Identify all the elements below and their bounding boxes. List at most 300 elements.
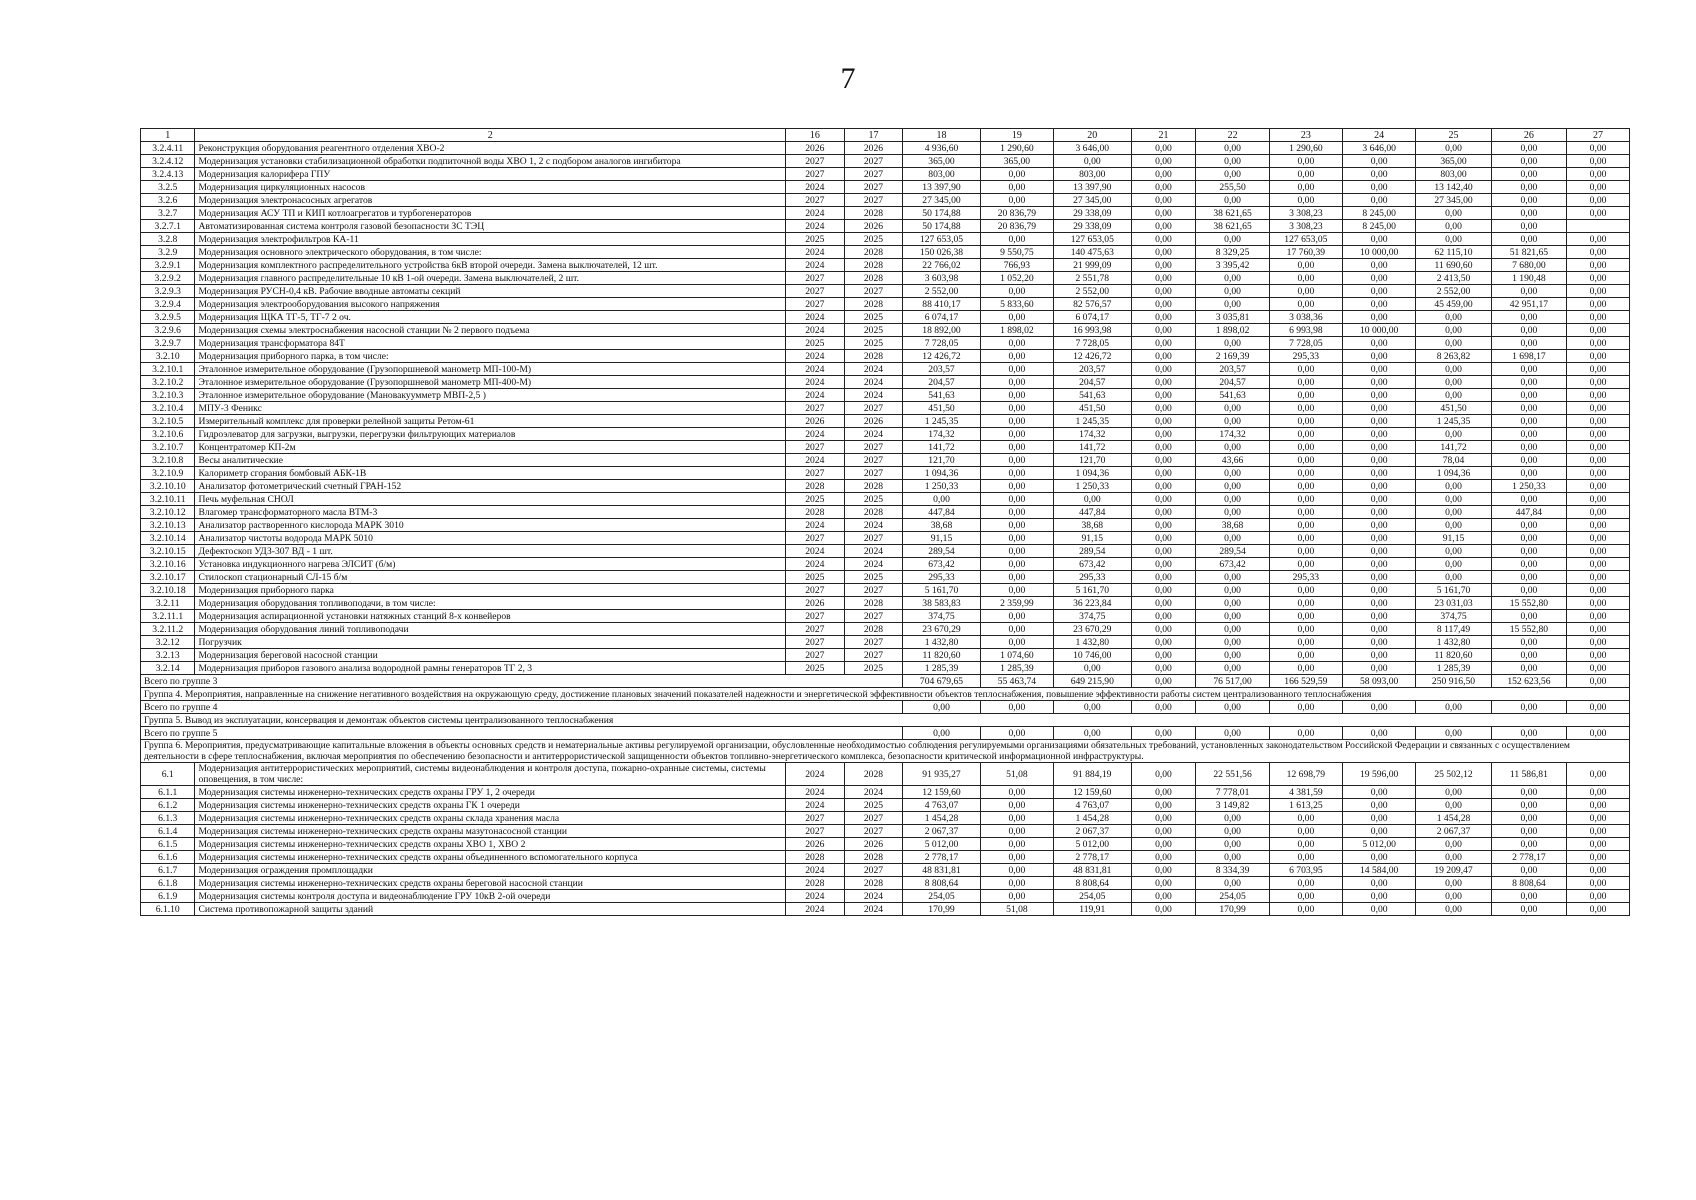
item-code-cell: 3.2.10.15 bbox=[141, 545, 195, 558]
value-cell: 0,00 bbox=[1343, 428, 1416, 441]
value-cell: 0,00 bbox=[1269, 838, 1342, 851]
value-cell: 0,00 bbox=[980, 506, 1053, 519]
value-cell: 0,00 bbox=[980, 584, 1053, 597]
value-cell: 0,00 bbox=[1343, 890, 1416, 903]
value-cell: 0,00 bbox=[1269, 480, 1342, 493]
value-cell: 0,00 bbox=[1491, 168, 1566, 181]
value-cell: 0,00 bbox=[1269, 376, 1342, 389]
value-cell: 2028 bbox=[786, 506, 845, 519]
value-cell: 0,00 bbox=[1491, 363, 1566, 376]
value-cell: 0,00 bbox=[1269, 194, 1342, 207]
total-value-cell: 0,00 bbox=[1567, 701, 1630, 714]
item-code-cell: 3.2.9 bbox=[141, 246, 195, 259]
value-cell: 0,00 bbox=[1416, 207, 1491, 220]
value-cell: 2028 bbox=[844, 480, 903, 493]
column-number-cell: 24 bbox=[1343, 129, 1416, 142]
value-cell: 0,00 bbox=[1491, 636, 1566, 649]
table-row bbox=[141, 851, 1630, 864]
item-name-cell: Эталонное измерительное оборудование (Грузопоршневой манометр МП-400-М) bbox=[195, 376, 786, 389]
value-cell: 4 381,59 bbox=[1269, 786, 1342, 799]
item-code-cell: 3.2.10.18 bbox=[141, 584, 195, 597]
value-cell: 8 808,64 bbox=[1491, 877, 1566, 890]
value-cell: 170,99 bbox=[1196, 903, 1269, 916]
value-cell: 0,00 bbox=[1269, 259, 1342, 272]
value-cell: 0,00 bbox=[1567, 864, 1630, 877]
item-name-cell: Модернизация приборного парка, в том числе: bbox=[195, 350, 786, 363]
value-cell: 673,42 bbox=[1196, 558, 1269, 571]
value-cell: 803,00 bbox=[1054, 168, 1131, 181]
item-code-cell: 3.2.10.11 bbox=[141, 493, 195, 506]
value-cell: 0,00 bbox=[980, 467, 1053, 480]
table-row bbox=[141, 649, 1630, 662]
value-cell: 5 161,70 bbox=[1416, 584, 1491, 597]
total-value-cell: 0,00 bbox=[1491, 727, 1566, 740]
item-name-cell: Модернизация оборудования топливоподачи, в том числе: bbox=[195, 597, 786, 610]
value-cell: 0,00 bbox=[1567, 194, 1630, 207]
value-cell: 0,00 bbox=[1343, 363, 1416, 376]
value-cell: 365,00 bbox=[1416, 155, 1491, 168]
value-cell: 2025 bbox=[786, 337, 845, 350]
value-cell: 0,00 bbox=[1491, 799, 1566, 812]
value-cell: 15 552,80 bbox=[1491, 623, 1566, 636]
value-cell: 1 094,36 bbox=[1054, 467, 1131, 480]
table-row bbox=[141, 825, 1630, 838]
item-name-cell: Модернизация основного электрического оборудования, в том числе: bbox=[195, 246, 786, 259]
value-cell: 78,04 bbox=[1416, 454, 1491, 467]
group-total-row bbox=[141, 701, 1630, 714]
value-cell: 0,00 bbox=[1416, 233, 1491, 246]
value-cell: 174,32 bbox=[903, 428, 980, 441]
item-code-cell: 3.2.10.10 bbox=[141, 480, 195, 493]
item-name-cell: Модернизация ЩКА ТГ-5, ТГ-7 2 оч. bbox=[195, 311, 786, 324]
value-cell: 2027 bbox=[786, 623, 845, 636]
value-cell: 12 426,72 bbox=[903, 350, 980, 363]
item-code-cell: 3.2.9.4 bbox=[141, 298, 195, 311]
value-cell: 121,70 bbox=[903, 454, 980, 467]
item-code-cell: 3.2.13 bbox=[141, 649, 195, 662]
table-row bbox=[141, 181, 1630, 194]
value-cell: 0,00 bbox=[1343, 532, 1416, 545]
value-cell: 2025 bbox=[844, 799, 903, 812]
value-cell: 1 250,33 bbox=[1491, 480, 1566, 493]
value-cell: 0,00 bbox=[1343, 272, 1416, 285]
value-cell: 0,00 bbox=[1131, 233, 1196, 246]
value-cell: 3 038,36 bbox=[1269, 311, 1342, 324]
value-cell: 0,00 bbox=[1567, 337, 1630, 350]
table-row bbox=[141, 168, 1630, 181]
value-cell: 9 550,75 bbox=[980, 246, 1053, 259]
value-cell: 0,00 bbox=[1491, 610, 1566, 623]
column-number-cell: 18 bbox=[903, 129, 980, 142]
value-cell: 2027 bbox=[786, 532, 845, 545]
value-cell: 13 397,90 bbox=[1054, 181, 1131, 194]
value-cell: 2027 bbox=[844, 584, 903, 597]
value-cell: 0,00 bbox=[1196, 851, 1269, 864]
column-number-cell: 17 bbox=[844, 129, 903, 142]
item-code-cell: 3.2.9.6 bbox=[141, 324, 195, 337]
column-number-cell: 26 bbox=[1491, 129, 1566, 142]
value-cell: 0,00 bbox=[980, 454, 1053, 467]
value-cell: 2 778,17 bbox=[903, 851, 980, 864]
value-cell: 0,00 bbox=[1131, 311, 1196, 324]
value-cell: 0,00 bbox=[1491, 493, 1566, 506]
value-cell: 0,00 bbox=[1491, 402, 1566, 415]
value-cell: 0,00 bbox=[980, 441, 1053, 454]
value-cell: 0,00 bbox=[1196, 337, 1269, 350]
item-code-cell: 6.1.5 bbox=[141, 838, 195, 851]
value-cell: 0,00 bbox=[1196, 825, 1269, 838]
value-cell: 0,00 bbox=[1131, 259, 1196, 272]
value-cell: 0,00 bbox=[1567, 610, 1630, 623]
value-cell: 203,57 bbox=[1054, 363, 1131, 376]
value-cell: 0,00 bbox=[1196, 402, 1269, 415]
total-value-cell: 0,00 bbox=[1131, 701, 1196, 714]
value-cell: 0,00 bbox=[980, 415, 1053, 428]
value-cell: 0,00 bbox=[1491, 545, 1566, 558]
item-code-cell: 3.2.4.12 bbox=[141, 155, 195, 168]
value-cell: 8 263,82 bbox=[1416, 350, 1491, 363]
value-cell: 0,00 bbox=[1567, 259, 1630, 272]
item-name-cell: Модернизация РУСН-0,4 кВ. Рабочие вводные автоматы секций bbox=[195, 285, 786, 298]
value-cell: 0,00 bbox=[1567, 363, 1630, 376]
value-cell: 0,00 bbox=[1269, 363, 1342, 376]
value-cell: 0,00 bbox=[1491, 864, 1566, 877]
value-cell: 2024 bbox=[786, 389, 845, 402]
table-row bbox=[141, 610, 1630, 623]
total-value-cell: 0,00 bbox=[980, 701, 1053, 714]
column-number-cell: 27 bbox=[1567, 129, 1630, 142]
value-cell: 451,50 bbox=[903, 402, 980, 415]
value-cell: 45 459,00 bbox=[1416, 298, 1491, 311]
value-cell: 0,00 bbox=[980, 168, 1053, 181]
value-cell: 0,00 bbox=[1343, 662, 1416, 675]
value-cell: 127 653,05 bbox=[1054, 233, 1131, 246]
value-cell: 0,00 bbox=[980, 350, 1053, 363]
value-cell: 0,00 bbox=[980, 532, 1053, 545]
value-cell: 0,00 bbox=[1131, 454, 1196, 467]
value-cell: 91,15 bbox=[903, 532, 980, 545]
value-cell: 2027 bbox=[786, 272, 845, 285]
value-cell: 2027 bbox=[844, 155, 903, 168]
value-cell: 21 999,09 bbox=[1054, 259, 1131, 272]
value-cell: 0,00 bbox=[1131, 877, 1196, 890]
value-cell: 0,00 bbox=[1567, 890, 1630, 903]
value-cell: 295,33 bbox=[1269, 350, 1342, 363]
item-name-cell: Модернизация комплектного распределительного устройства 6кВ второй очереди. Замена выключателей, 12 шт. bbox=[195, 259, 786, 272]
value-cell: 0,00 bbox=[1196, 480, 1269, 493]
value-cell: 2028 bbox=[786, 480, 845, 493]
item-name-cell: Модернизация АСУ ТП и КИП котлоагрегатов и турбогенераторов bbox=[195, 207, 786, 220]
value-cell: 10 746,00 bbox=[1054, 649, 1131, 662]
total-value-cell: 76 517,00 bbox=[1196, 675, 1269, 688]
value-cell: 0,00 bbox=[1491, 142, 1566, 155]
value-cell: 119,91 bbox=[1054, 903, 1131, 916]
item-code-cell: 6.1.1 bbox=[141, 786, 195, 799]
value-cell: 0,00 bbox=[1491, 571, 1566, 584]
value-cell: 0,00 bbox=[1416, 389, 1491, 402]
value-cell: 374,75 bbox=[1054, 610, 1131, 623]
item-name-cell: Концентратомер КП-2м bbox=[195, 441, 786, 454]
item-code-cell: 3.2.10.14 bbox=[141, 532, 195, 545]
value-cell: 14 584,00 bbox=[1343, 864, 1416, 877]
table-row bbox=[141, 259, 1630, 272]
value-cell: 0,00 bbox=[1567, 532, 1630, 545]
value-cell: 0,00 bbox=[1131, 584, 1196, 597]
value-cell: 23 670,29 bbox=[903, 623, 980, 636]
total-value-cell: 0,00 bbox=[1269, 727, 1342, 740]
item-name-cell: Гидроэлеватор для загрузки, выгрузки, перегрузки фильтрующих материалов bbox=[195, 428, 786, 441]
value-cell: 15 552,80 bbox=[1491, 597, 1566, 610]
total-value-cell: 0,00 bbox=[1567, 675, 1630, 688]
item-code-cell: 6.1.9 bbox=[141, 890, 195, 903]
table-row bbox=[141, 272, 1630, 285]
value-cell: 0,00 bbox=[1269, 825, 1342, 838]
value-cell: 0,00 bbox=[980, 311, 1053, 324]
value-cell: 0,00 bbox=[1491, 311, 1566, 324]
table-row bbox=[141, 298, 1630, 311]
value-cell: 0,00 bbox=[1416, 890, 1491, 903]
group-total-label: Всего по группе 5 bbox=[141, 727, 903, 740]
item-name-cell: Калориметр сгорания бомбовый АБК-1В bbox=[195, 467, 786, 480]
value-cell: 2024 bbox=[786, 207, 845, 220]
value-cell: 0,00 bbox=[1196, 623, 1269, 636]
item-name-cell: Модернизация циркуляционных насосов bbox=[195, 181, 786, 194]
value-cell: 2028 bbox=[844, 298, 903, 311]
table-row bbox=[141, 337, 1630, 350]
value-cell: 541,63 bbox=[1054, 389, 1131, 402]
value-cell: 1 290,60 bbox=[1269, 142, 1342, 155]
value-cell: 7 728,05 bbox=[903, 337, 980, 350]
value-cell: 0,00 bbox=[1196, 506, 1269, 519]
value-cell: 1 052,20 bbox=[980, 272, 1053, 285]
value-cell: 2028 bbox=[844, 272, 903, 285]
value-cell: 2024 bbox=[786, 519, 845, 532]
total-value-cell: 0,00 bbox=[903, 727, 980, 740]
value-cell: 2024 bbox=[786, 428, 845, 441]
column-number-cell: 25 bbox=[1416, 129, 1491, 142]
group-heading-text: Группа 4. Мероприятия, направленные на снижение негативного воздействия на окружающую среду, достижение плановых значений показателей надежности и энергетической эффективности объектов теплоснабжения, повышение эффективности работы систем централизованного теплоснабжения bbox=[141, 688, 1630, 701]
value-cell: 2025 bbox=[844, 233, 903, 246]
value-cell: 0,00 bbox=[1131, 285, 1196, 298]
value-cell: 0,00 bbox=[1491, 389, 1566, 402]
table-row bbox=[141, 454, 1630, 467]
item-name-cell: Модернизация системы инженерно-технических средств охраны ХВО 1, ХВО 2 bbox=[195, 838, 786, 851]
value-cell: 0,00 bbox=[1567, 763, 1630, 786]
value-cell: 0,00 bbox=[1131, 467, 1196, 480]
value-cell: 0,00 bbox=[1416, 311, 1491, 324]
value-cell: 0,00 bbox=[1491, 220, 1566, 233]
value-cell: 3 308,23 bbox=[1269, 207, 1342, 220]
value-cell: 365,00 bbox=[980, 155, 1053, 168]
value-cell: 5 161,70 bbox=[1054, 584, 1131, 597]
group-heading-text: Группа 5. Вывод из эксплуатации, консервация и демонтаж объектов системы централизованного теплоснабжения bbox=[141, 714, 1630, 727]
value-cell: 0,00 bbox=[1269, 155, 1342, 168]
value-cell: 1 094,36 bbox=[903, 467, 980, 480]
value-cell: 0,00 bbox=[1567, 838, 1630, 851]
value-cell: 5 012,00 bbox=[903, 838, 980, 851]
item-name-cell: Модернизация схемы электроснабжения насосной станции № 2 первого подъема bbox=[195, 324, 786, 337]
value-cell: 2027 bbox=[844, 285, 903, 298]
value-cell: 0,00 bbox=[1567, 415, 1630, 428]
value-cell: 0,00 bbox=[1196, 812, 1269, 825]
value-cell: 0,00 bbox=[1269, 545, 1342, 558]
value-cell: 2 551,78 bbox=[1054, 272, 1131, 285]
value-cell: 5 161,70 bbox=[903, 584, 980, 597]
value-cell: 0,00 bbox=[1491, 428, 1566, 441]
value-cell: 0,00 bbox=[903, 493, 980, 506]
value-cell: 0,00 bbox=[1131, 825, 1196, 838]
value-cell: 0,00 bbox=[1196, 571, 1269, 584]
value-cell: 0,00 bbox=[1416, 142, 1491, 155]
item-name-cell: Весы аналитические bbox=[195, 454, 786, 467]
item-code-cell: 3.2.10.6 bbox=[141, 428, 195, 441]
table-row bbox=[141, 838, 1630, 851]
table-row bbox=[141, 155, 1630, 168]
value-cell: 2027 bbox=[786, 441, 845, 454]
table-row bbox=[141, 142, 1630, 155]
item-name-cell: Модернизация системы инженерно-технических средств охраны береговой насосной станции bbox=[195, 877, 786, 890]
value-cell: 0,00 bbox=[1269, 181, 1342, 194]
value-cell: 23 670,29 bbox=[1054, 623, 1131, 636]
value-cell: 2 067,37 bbox=[1416, 825, 1491, 838]
value-cell: 8 329,25 bbox=[1196, 246, 1269, 259]
value-cell: 38 621,65 bbox=[1196, 220, 1269, 233]
item-name-cell: Модернизация системы инженерно-технических средств охраны ГК 1 очереди bbox=[195, 799, 786, 812]
value-cell: 0,00 bbox=[1131, 389, 1196, 402]
item-code-cell: 3.2.4.13 bbox=[141, 168, 195, 181]
value-cell: 0,00 bbox=[1567, 493, 1630, 506]
value-cell: 0,00 bbox=[1343, 812, 1416, 825]
value-cell: 0,00 bbox=[1567, 812, 1630, 825]
value-cell: 20 836,79 bbox=[980, 207, 1053, 220]
item-name-cell: Реконструкция оборудования реагентного отделения ХВО-2 bbox=[195, 142, 786, 155]
value-cell: 19 209,47 bbox=[1416, 864, 1491, 877]
value-cell: 0,00 bbox=[1131, 324, 1196, 337]
value-cell: 2024 bbox=[844, 545, 903, 558]
table-row bbox=[141, 311, 1630, 324]
item-code-cell: 6.1.6 bbox=[141, 851, 195, 864]
value-cell: 2025 bbox=[786, 571, 845, 584]
value-cell: 2027 bbox=[844, 402, 903, 415]
value-cell: 2025 bbox=[844, 324, 903, 337]
value-cell: 1 454,28 bbox=[1416, 812, 1491, 825]
value-cell: 0,00 bbox=[1491, 194, 1566, 207]
value-cell: 0,00 bbox=[1343, 799, 1416, 812]
total-value-cell: 0,00 bbox=[903, 701, 980, 714]
value-cell: 1 250,33 bbox=[1054, 480, 1131, 493]
value-cell: 2025 bbox=[786, 662, 845, 675]
value-cell: 0,00 bbox=[980, 480, 1053, 493]
value-cell: 174,32 bbox=[1196, 428, 1269, 441]
value-cell: 1 245,35 bbox=[1054, 415, 1131, 428]
value-cell: 0,00 bbox=[1343, 584, 1416, 597]
value-cell: 0,00 bbox=[1343, 298, 1416, 311]
value-cell: 8 334,39 bbox=[1196, 864, 1269, 877]
table-row bbox=[141, 389, 1630, 402]
value-cell: 27 345,00 bbox=[1054, 194, 1131, 207]
value-cell: 0,00 bbox=[1269, 272, 1342, 285]
value-cell: 0,00 bbox=[1567, 649, 1630, 662]
value-cell: 0,00 bbox=[1491, 903, 1566, 916]
value-cell: 0,00 bbox=[1269, 168, 1342, 181]
value-cell: 0,00 bbox=[1567, 311, 1630, 324]
value-cell: 0,00 bbox=[1567, 454, 1630, 467]
value-cell: 447,84 bbox=[1491, 506, 1566, 519]
value-cell: 6 074,17 bbox=[1054, 311, 1131, 324]
value-cell: 1 245,35 bbox=[1416, 415, 1491, 428]
value-cell: 0,00 bbox=[1196, 298, 1269, 311]
value-cell: 2025 bbox=[844, 337, 903, 350]
item-name-cell: Модернизация приборного парка bbox=[195, 584, 786, 597]
value-cell: 2026 bbox=[786, 142, 845, 155]
value-cell: 17 760,39 bbox=[1269, 246, 1342, 259]
value-cell: 0,00 bbox=[1196, 877, 1269, 890]
value-cell: 0,00 bbox=[1196, 493, 1269, 506]
value-cell: 0,00 bbox=[1196, 662, 1269, 675]
value-cell: 0,00 bbox=[1131, 350, 1196, 363]
item-name-cell: Анализатор растворенного кислорода МАРК 3010 bbox=[195, 519, 786, 532]
value-cell: 0,00 bbox=[1196, 415, 1269, 428]
value-cell: 0,00 bbox=[1196, 649, 1269, 662]
value-cell: 0,00 bbox=[1343, 649, 1416, 662]
item-name-cell: Влагомер трансформаторного масла ВТМ-3 bbox=[195, 506, 786, 519]
value-cell: 0,00 bbox=[1269, 519, 1342, 532]
table-row bbox=[141, 812, 1630, 825]
value-cell: 0,00 bbox=[1196, 285, 1269, 298]
value-cell: 0,00 bbox=[1491, 155, 1566, 168]
table-row bbox=[141, 402, 1630, 415]
value-cell: 2024 bbox=[786, 259, 845, 272]
group-total-row bbox=[141, 727, 1630, 740]
value-cell: 2027 bbox=[786, 636, 845, 649]
value-cell: 0,00 bbox=[980, 181, 1053, 194]
item-name-cell: Модернизация трансформатора 84Т bbox=[195, 337, 786, 350]
value-cell: 0,00 bbox=[1131, 649, 1196, 662]
value-cell: 0,00 bbox=[1416, 519, 1491, 532]
value-cell: 451,50 bbox=[1416, 402, 1491, 415]
item-code-cell: 3.2.14 bbox=[141, 662, 195, 675]
item-name-cell: Печь муфельная СНОЛ bbox=[195, 493, 786, 506]
value-cell: 0,00 bbox=[980, 519, 1053, 532]
item-name-cell: Установка индукционного нагрева ЭЛСИТ (б/м) bbox=[195, 558, 786, 571]
value-cell: 0,00 bbox=[1491, 786, 1566, 799]
value-cell: 2027 bbox=[786, 610, 845, 623]
value-cell: 0,00 bbox=[1567, 155, 1630, 168]
value-cell: 0,00 bbox=[1269, 428, 1342, 441]
value-cell: 2027 bbox=[844, 649, 903, 662]
value-cell: 365,00 bbox=[903, 155, 980, 168]
value-cell: 2028 bbox=[844, 506, 903, 519]
item-name-cell: Дефектоскоп УДЗ-307 ВД - 1 шт. bbox=[195, 545, 786, 558]
value-cell: 289,54 bbox=[1196, 545, 1269, 558]
value-cell: 766,93 bbox=[980, 259, 1053, 272]
value-cell: 2 067,37 bbox=[903, 825, 980, 838]
value-cell: 2027 bbox=[786, 402, 845, 415]
group-heading-row bbox=[141, 714, 1630, 727]
value-cell: 0,00 bbox=[1131, 558, 1196, 571]
column-number-cell: 1 bbox=[141, 129, 195, 142]
value-cell: 673,42 bbox=[1054, 558, 1131, 571]
table-row bbox=[141, 324, 1630, 337]
value-cell: 0,00 bbox=[1416, 877, 1491, 890]
value-cell: 0,00 bbox=[1131, 597, 1196, 610]
value-cell: 8 808,64 bbox=[1054, 877, 1131, 890]
value-cell: 2025 bbox=[786, 493, 845, 506]
value-cell: 0,00 bbox=[1567, 181, 1630, 194]
value-cell: 2024 bbox=[786, 763, 845, 786]
value-cell: 0,00 bbox=[1491, 558, 1566, 571]
value-cell: 2027 bbox=[844, 194, 903, 207]
